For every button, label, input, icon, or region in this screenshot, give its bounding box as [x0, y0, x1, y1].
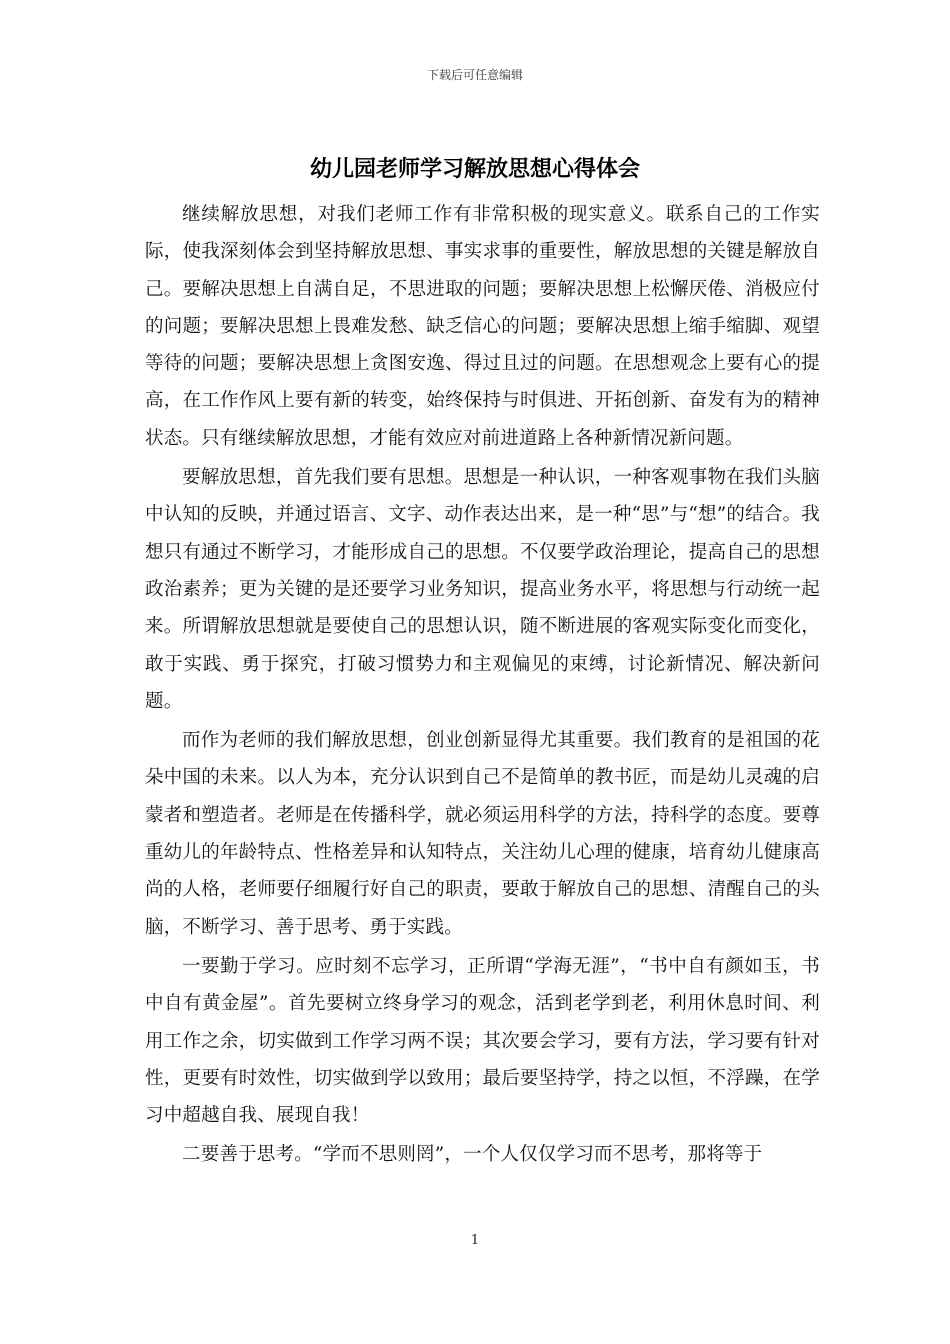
- page-number: 1: [470, 1233, 480, 1248]
- document-body: [145, 196, 820, 1176]
- paragraph-1: 继续解放思想，对我们老师工作有非常积极的现实意义。联系自己的工作实际，使我深刻体会到坚持解放思想、事实求事的重要性，解放思想的关键是解放自己。要解决思想上自满自足，不思进取的问题；要解决思想上松懈厌倦、消极应付的问题；要解决思想上畏难发愁、缺乏信心的问题；要解决思想上缩手缩脚、观望等待的问题；要解决思想上贪图安逸、得过且过的问题。在思想观念上要有心的提高，在工作作风上要有新的转变，始终保持与时俱进、开拓创新、奋发有为的精神状态。只有继续解放思想，才能有效应对前进道路上各种新情况新问题。: [145, 204, 820, 449]
- paragraph-2: 要解放思想，首先我们要有思想。思想是一种认识，一种客观事物在我们头脑中认知的反映，并通过语言、文字、动作表达出来，是一种“思”与“想”的结合。我想只有通过不断学习，才能形成自己的思想。不仅要学政治理论，提高自己的思想政治素养；更为关键的是还要学习业务知识，提高业务水平，将思想与行动统一起来。所谓解放思想就是要使自己的思想认识，随不断进展的客观实际变化而变化，敢于实践、勇于探究，打破习惯势力和主观偏见的束缚，讨论新情况、解决新问题。: [145, 467, 820, 712]
- document-title: 幼儿园老师学习解放思想心得体会: [309, 156, 640, 182]
- paragraph-3: 而作为老师的我们解放思想，创业创新显得尤其重要。我们教育的是祖国的花朵中国的未来。以人为本，充分认识到自己不是简单的教书匠，而是幼儿灵魂的启蒙者和塑造者。老师是在传播科学，就必须运用科学的方法，持科学的态度。要尊重幼儿的年龄特点、性格差异和认知特点，关注幼儿心理的健康，培育幼儿健康高尚的人格，老师要仔细履行好自己的职责，要敢于解放自己的思想、清醒自己的头脑，不断学习、善于思考、勇于实践。: [145, 730, 820, 938]
- header-note: 下载后可任意编辑: [426, 68, 523, 82]
- paragraph-5: 二要善于思考。“学而不思则罔”，一个人仅仅学习而不思考，那将等于: [182, 1144, 763, 1166]
- paragraph-4: 一要勤于学习。应时刻不忘学习，正所谓“学海无涯”，“书中自有颜如玉，书中自有黄金屋”。首先要树立终身学习的观念，活到老学到老，利用休息时间、利用工作之余，切实做到工作学习两不误；其次要会学习，要有方法，学习要有针对性，更要有时效性，切实做到学以致用；最后要坚持学，持之以恒，不浮躁，在学习中超越自我、展现自我！: [145, 955, 820, 1127]
